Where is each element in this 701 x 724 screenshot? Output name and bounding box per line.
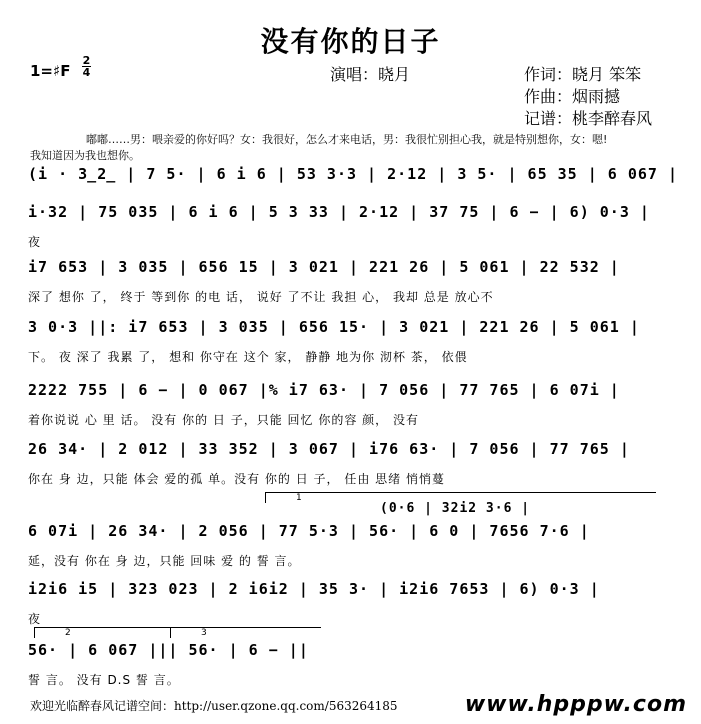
notes: 56· | 6 067 ||| 56· | 6 − || [28, 641, 309, 659]
lyrics: 延，没有 你在 身 边，只能 回味 爱 的 誓 言。 [28, 554, 301, 568]
lyrics: 夜 [28, 235, 42, 249]
notes: 26 34· | 2 012 | 33 352 | 3 067 | i76 63· | 7 056 | 77 765 | [28, 440, 630, 458]
composer: 作曲：烟雨撼 [524, 87, 621, 106]
music-line-3 [28, 258, 670, 318]
lyrics: 夜 [28, 612, 42, 626]
transcriber: 记谱：桃李醉春风 [524, 109, 653, 128]
lyrics: 你在 身 边，只能 体会 爱的孤 单。没有 你的 日 子， 任由 思绪 悄悄蔓 [28, 472, 445, 486]
music-line-4 [28, 318, 670, 378]
key-signature: 1=♯F [30, 62, 71, 80]
notes: i·32 | 75 035 | 6 i 6 | 5 3 33 | 2·12 | 37 75 | 6 − | 6) 0·3 | [28, 203, 650, 221]
music-line-6 [28, 440, 670, 500]
dialog-line-1: 嘟嘟……男：喂亲爱的你好吗？女：我很好，怎么才来电话，男：我很忙别担心我，就是特别想你，女：嗯! [86, 133, 608, 146]
lyrics: 深了 想你 了， 终于 等到你 的电 话， 说好 了不让 我担 心， 我却 总是 放心不 [28, 290, 494, 304]
time-signature [82, 55, 91, 78]
lyricist: 作词：晓月 笨笨 [524, 65, 642, 84]
dialog-line-2: 我知道因为我也想你。 [30, 149, 140, 162]
notes: 2222 755 | 6 − | 0 067 |% i7 63· | 7 056 | 77 765 | 6 07i | [28, 381, 620, 399]
footer-text: 欢迎光临醉春风记谱空间：http://user.qzone.qq.com/563264185 [30, 699, 398, 713]
notes: 6 07i | 26 34· | 2 056 | 77 5·3 | 56· | 6 0 | 7656 7·6 | [28, 522, 590, 540]
time-top: 2 [82, 54, 91, 67]
lyrics: 下。 夜 深了 我累 了， 想和 你守在 这个 家， 静静 地为你 沏杯 茶， 依偎 [28, 350, 468, 364]
singer: 演唱：晓月 [330, 65, 411, 84]
music-line-5 [28, 381, 670, 441]
time-bottom: 4 [82, 66, 91, 79]
intro-bracket: (0·6 | 32i2 3·6 | [380, 501, 531, 516]
notes: i7 653 | 3 035 | 656 15 | 3 021 | 221 26 | 5 061 | 22 532 | [28, 258, 620, 276]
site-watermark: www.hpppw.com [464, 692, 687, 717]
music-line-2 [28, 203, 670, 263]
volta-2: 2 [34, 627, 185, 638]
notes: 3 0·3 ||: i7 653 | 3 035 | 656 15· | 3 021 | 221 26 | 5 061 | [28, 318, 640, 336]
lyrics: 誓 言。 没有 D.S 誓 言。 [28, 673, 180, 687]
music-line-7 [28, 522, 670, 582]
volta-3: 3 [170, 627, 321, 638]
volta-1: 1 [265, 492, 656, 503]
lyrics: 着你说说 心 里 话。 没有 你的 日 子，只能 回忆 你的容 颜， 没有 [28, 413, 419, 427]
notes: (i · 3̲2̲ | 7 5· | 6 i 6 | 53 3·3 | 2·12 | 3 5· | 65 35 | 6 067 | [28, 165, 678, 183]
song-title: 没有你的日子 [260, 25, 441, 58]
notes: i2i6 i5 | 323 023 | 2 i6i2 | 35 3· | i2i6 7653 | 6) 0·3 | [28, 580, 600, 598]
